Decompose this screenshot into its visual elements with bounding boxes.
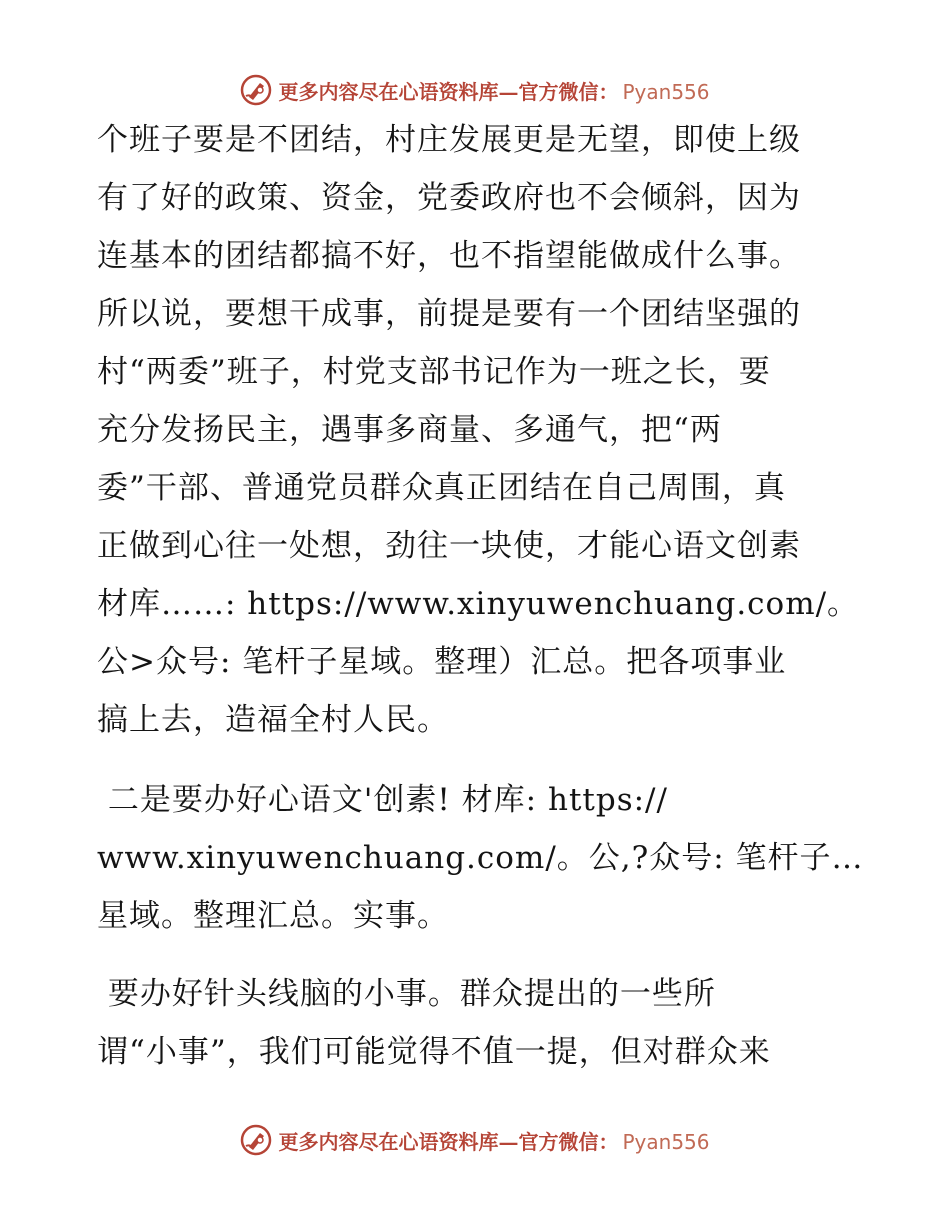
text-line: 所以说，要想干成事，前提是要有一个团结坚强的 <box>97 296 801 332</box>
text-line: 要办好针头线脑的小事。群众提出的一些所 <box>97 976 716 1012</box>
text-line: 星域。整理汇总。实事。 <box>97 898 449 934</box>
footer-wechat-id: Pyan556 <box>622 1129 710 1154</box>
text-line: 村“两委”班子，村党支部书记作为一班之长，要 <box>97 354 771 390</box>
text-line: 二是要办好心语文'创素! 材库: https:// <box>97 782 668 818</box>
header-text: 更多内容尽在心语资料库—官方微信： <box>278 79 619 104</box>
text-line: 公>众号: 笔杆子星域。整理）汇总。把各项事业 <box>97 644 787 680</box>
header-banner <box>0 72 950 108</box>
text-line: 谓“小事”，我们可能觉得不值一提，但对群众来 <box>97 1034 771 1070</box>
text-line: 个班子要是不团结，村庄发展更是无望，即使上级 <box>97 122 801 158</box>
text-line: 充分发扬民主，遇事多商量、多通气，把“两 <box>97 412 722 448</box>
text-line: www.xinyuwenchuang.com/。公,?众号: 笔杆子… <box>97 840 864 876</box>
footer-text: 更多内容尽在心语资料库—官方微信： <box>278 1129 619 1154</box>
footer-banner <box>0 1122 950 1158</box>
text-line: 材库……: https://www.xinyuwenchuang.com/。 <box>97 586 860 622</box>
header-wechat-id: Pyan556 <box>622 79 710 104</box>
text-line: 有了好的政策、资金，党委政府也不会倾斜，因为 <box>97 180 801 216</box>
pen-logo-icon <box>240 74 272 106</box>
text-line: 委”干部、普通党员群众真正团结在自己周围，真 <box>97 470 786 506</box>
pen-logo-icon <box>240 1124 272 1156</box>
text-line: 连基本的团结都搞不好，也不指望能做成什么事。 <box>97 238 801 274</box>
text-line: 正做到心往一处想，劲往一块使，才能心语文创素 <box>97 528 801 564</box>
text-line: 搞上去，造福全村人民。 <box>97 702 449 738</box>
